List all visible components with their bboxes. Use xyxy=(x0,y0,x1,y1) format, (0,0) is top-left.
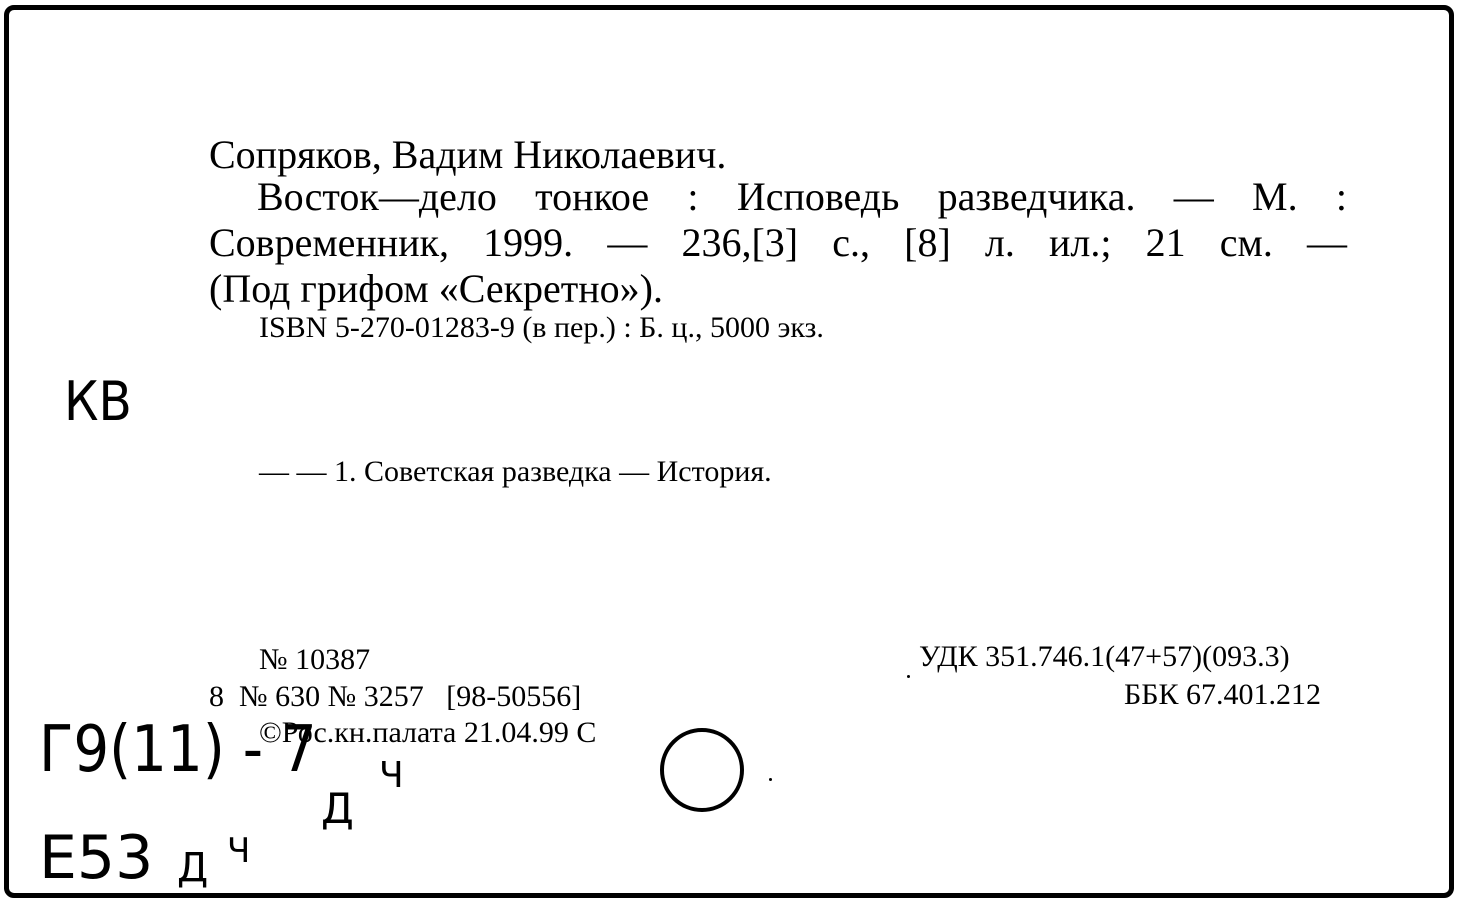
handwritten-shelf-code-sup: Ч xyxy=(379,755,404,796)
stamp-circle xyxy=(660,728,744,812)
registry-line: 8 № 630 № 3257 [98-50556] xyxy=(209,680,582,713)
handwritten-shelf-code-sub: Д xyxy=(321,784,354,833)
handwritten-note-kv: КВ xyxy=(64,370,132,433)
title-line-2: Современник, 1999. — 236,[3] с., [8] л. ил.; 21 см. — xyxy=(209,220,1347,265)
catalog-card xyxy=(4,5,1454,898)
handwritten-author-mark: Е53 xyxy=(39,823,154,893)
bbk-code: ББК 67.401.212 xyxy=(1124,678,1321,711)
title-line-1: Восток—дело тонкое : Исповедь разведчика. — М. : xyxy=(257,174,1347,219)
ink-dot xyxy=(769,778,772,781)
record-number: № 10387 xyxy=(259,643,371,676)
udk-code: УДК 351.746.1(47+57)(093.3) xyxy=(919,640,1290,673)
handwritten-shelf-code: Г9(11) - 7 xyxy=(39,713,317,787)
book-chamber-line: ©Рос.кн.палата 21.04.99 С xyxy=(259,716,597,749)
isbn-line: ISBN 5-270-01283-9 (в пер.) : Б. ц., 5000 экз. xyxy=(259,311,824,344)
subject-line: — — 1. Советская разведка — История. xyxy=(259,455,772,488)
handwritten-author-mark-sup: Ч xyxy=(227,831,251,871)
ink-dot xyxy=(907,675,910,678)
handwritten-author-mark-sub: Д xyxy=(177,845,209,891)
title-line-3: (Под грифом «Секретно»). xyxy=(209,266,664,311)
author-heading: Сопряков, Вадим Николаевич. xyxy=(209,132,727,177)
